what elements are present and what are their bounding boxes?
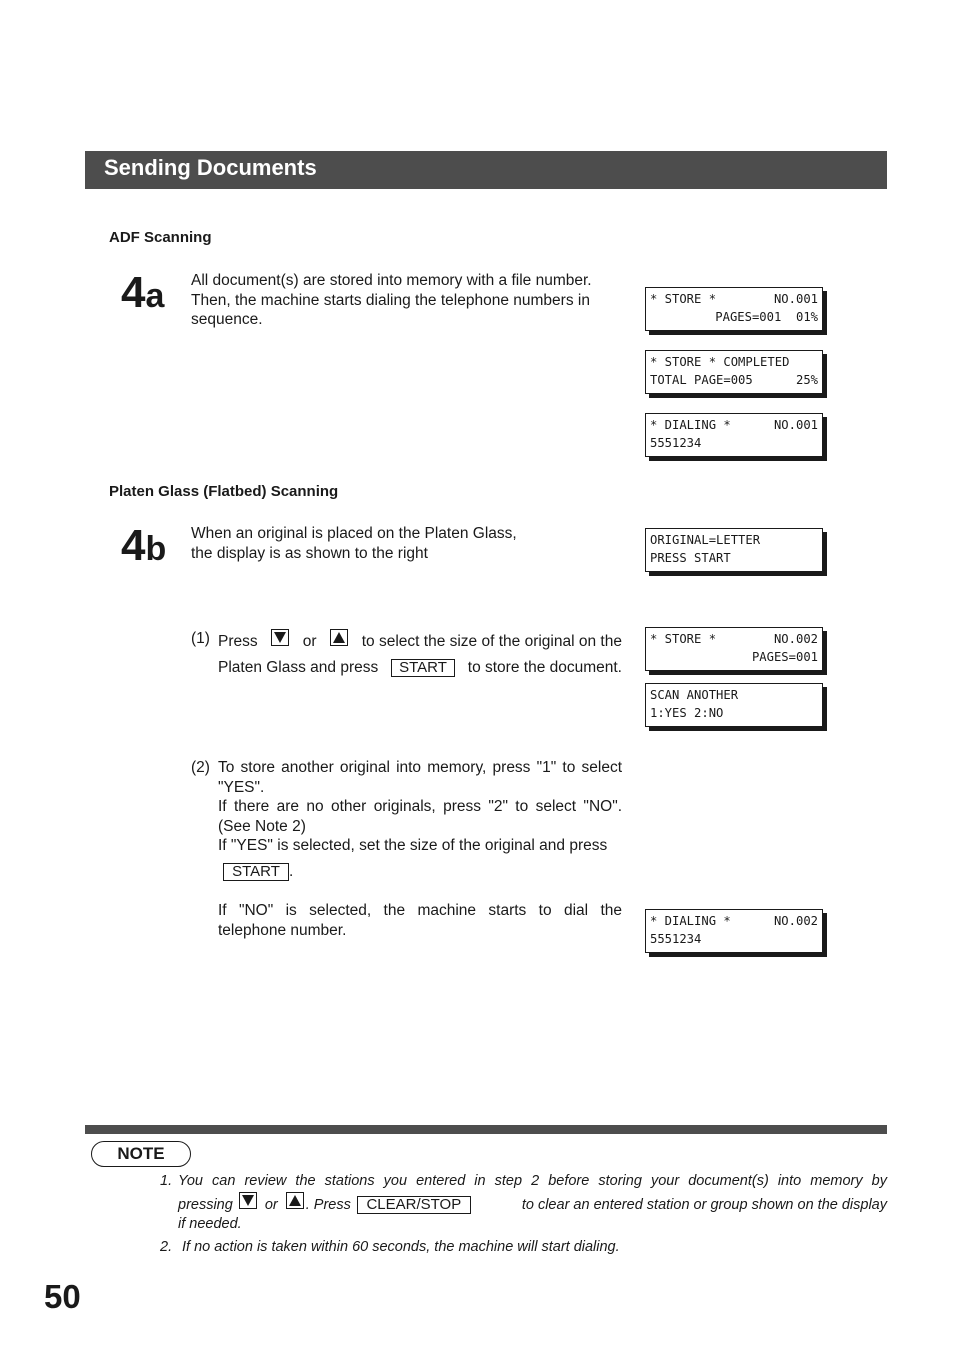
step-4b-number: 4b — [121, 521, 167, 570]
note-divider — [85, 1125, 887, 1134]
note-badge: NOTE — [91, 1141, 191, 1167]
step-4b-text: When an original is placed on the Platen Glass, the display is as shown to the right — [191, 525, 517, 562]
section-title: Sending Documents — [104, 155, 317, 180]
start-key: START — [391, 659, 455, 677]
note-2-number: 2. — [160, 1239, 173, 1255]
page-number: 50 — [44, 1278, 81, 1315]
item-1-text: Press or to select the size of the original on the Platen Glass and press START to store the document. — [218, 629, 622, 677]
step-4a-text: All document(s) are stored into memory with a file number. Then, the machine starts dialing the telephone numbers in sequence. — [191, 272, 592, 328]
clear-stop-key: CLEAR/STOP — [357, 1196, 471, 1214]
up-arrow-key-icon — [286, 1192, 304, 1209]
lcd-display-store-2: * STORE * NO.002 PAGES=001 — [645, 627, 823, 671]
up-arrow-key-icon — [330, 629, 348, 646]
item-2-text: To store another original into memory, press "1" to select "YES". If there are no other originals, press "2" to select "NO". (See Note 2) If "YES" is selected, set the size of the original and press START . If "NO" is selected, the machine starts to dial the telephone number. — [218, 759, 622, 939]
platen-heading: Platen Glass (Flatbed) Scanning — [109, 483, 339, 500]
lcd-display-scan-another: SCAN ANOTHER 1:YES 2:NO — [645, 683, 823, 727]
note-1-text: You can review the stations you entered in step 2 before storing your document(s) into memory by pressing or . Press CLEAR/STOP to clear an entered station or group shown on the display if needed. — [178, 1173, 887, 1232]
item-1-number: (1) — [191, 630, 210, 647]
note-1-number: 1. — [160, 1173, 173, 1189]
down-arrow-key-icon — [271, 629, 289, 646]
down-arrow-key-icon — [239, 1192, 257, 1209]
start-key-2: START — [223, 863, 289, 881]
item-2-number: (2) — [191, 759, 210, 776]
note-2-text: If no action is taken within 60 seconds, the machine will start dialing. — [182, 1239, 620, 1255]
lcd-display-store: * STORE * NO.001 PAGES=001 01% — [645, 287, 823, 331]
lcd-display-dialing-2: * DIALING * NO.002 5551234 — [645, 909, 823, 953]
lcd-display-store-completed: * STORE * COMPLETED TOTAL PAGE=005 25% — [645, 350, 823, 394]
step-4a-number: 4a — [121, 268, 165, 317]
lcd-display-dialing: * DIALING * NO.001 5551234 — [645, 413, 823, 457]
lcd-display-original: ORIGINAL=LETTER PRESS START — [645, 528, 823, 572]
adf-heading: ADF Scanning — [109, 229, 212, 246]
